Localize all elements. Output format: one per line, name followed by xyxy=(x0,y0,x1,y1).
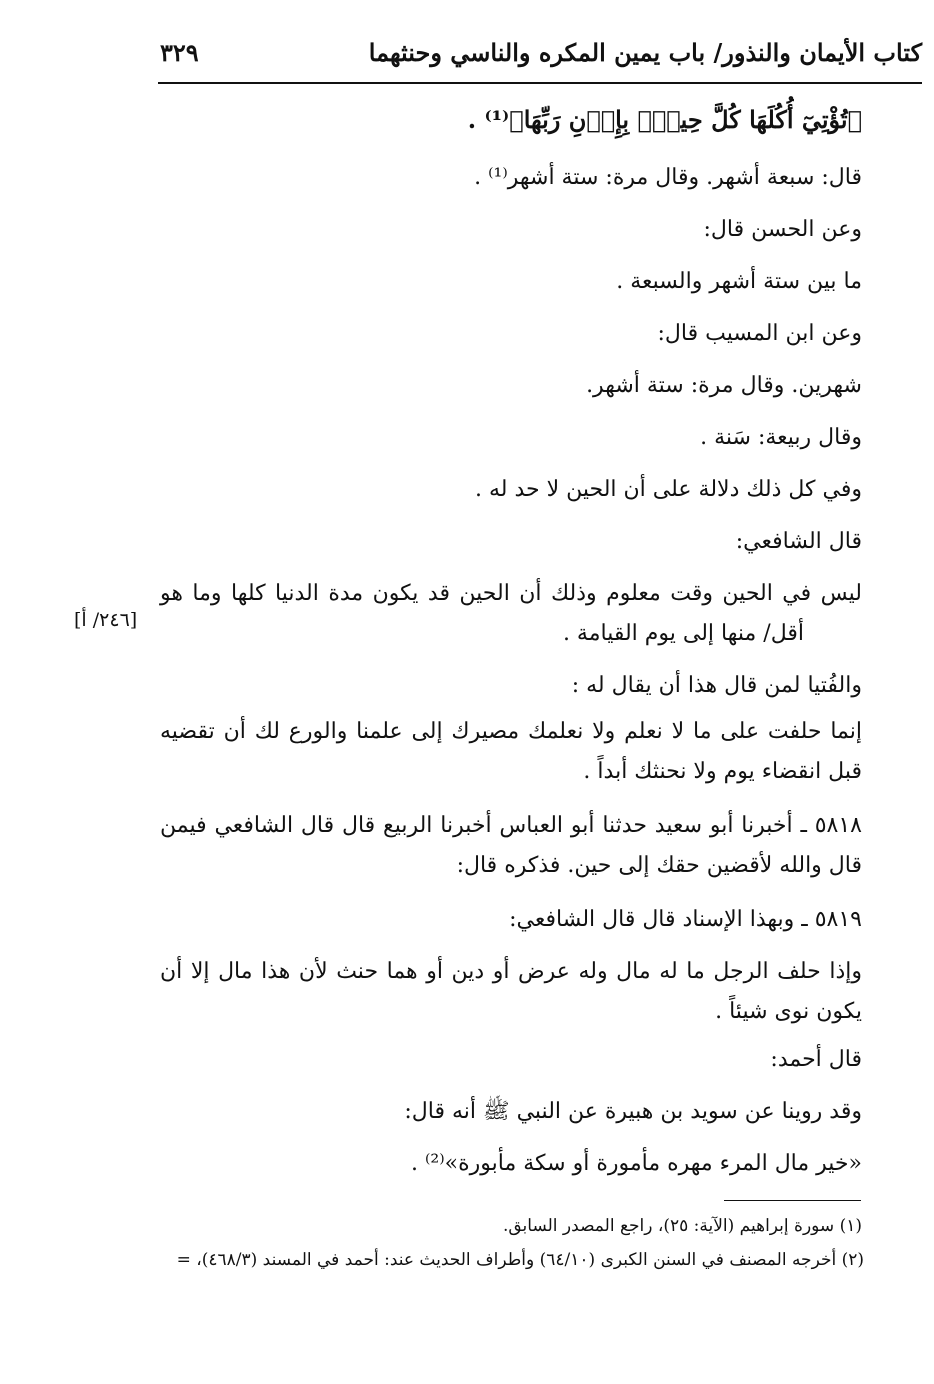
text-line: وقال ربيعة: سَنة . xyxy=(700,425,862,450)
footnote-1: (١) سورة إبراهيم (الآية: ٢٥)، راجع المصدر السابق. xyxy=(502,1216,862,1236)
text-line: قال الشافعي: xyxy=(735,529,862,554)
text-line: قال أحمد: xyxy=(770,1047,862,1072)
text-line: قبل انقضاء يوم ولا نحنثك أبداً . xyxy=(583,759,862,784)
footnote-2: (٢) أخرجه المصنف في السنن الكبرى (٦٤/١٠) وأطراف الحديث عند: أحمد في المسند (٤٦٨/٣)، = xyxy=(176,1250,864,1270)
text-line: ليس في الحين وقت معلوم وذلك أن الحين قد يكون مدة الدنيا كلها وما هو xyxy=(160,581,862,606)
text-line: والفُتيا لمن قال هذا أن يقال له : xyxy=(571,673,862,698)
hadith-5818-line: ٥٨١٨ ـ أخبرنا أبو سعيد حدثنا أبو العباس أخبرنا الربيع قال قال الشافعي فيمن xyxy=(160,813,862,838)
header-rule xyxy=(158,82,922,84)
text-line: أقل/ منها إلى يوم القيامة . xyxy=(562,621,804,646)
page-number: ٣٢٩ xyxy=(160,38,199,67)
main-text xyxy=(160,96,862,1196)
manuscript-folio-note: [٢٤٦/ أ] xyxy=(74,609,138,631)
text-line: شهرين. وقال مرة: ستة أشهر. xyxy=(586,373,862,398)
text-line: وفي كل ذلك دلالة على أن الحين لا حد له . xyxy=(474,477,862,502)
text-line: قال: سبعة أشهر. وقال مرة: ستة أشهر⁽¹⁾ . xyxy=(474,165,862,190)
text-line: وعن ابن المسيب قال: xyxy=(657,321,862,346)
text-line: قال والله لأقضين حقك إلى حين. فذكره قال: xyxy=(456,853,862,878)
text-line: يكون نوى شيئاً . xyxy=(715,999,862,1024)
text-line: وإذا حلف الرجل ما له مال وله عرض أو دين أو هما حنث لأن هذا مال إلا أن xyxy=(160,959,862,984)
hadith-5819-line: ٥٨١٩ ـ وبهذا الإسناد قال قال الشافعي: xyxy=(509,907,862,932)
running-title: كتاب الأيمان والنذور/ باب يمين المكره والناسي وحنثهما xyxy=(368,38,922,67)
text-line: وعن الحسن قال: xyxy=(703,217,862,242)
text-line: وقد روينا عن سويد بن هبيرة عن النبي ﷺ أنه قال: xyxy=(404,1099,862,1124)
text-line: إنما حلفت على ما لا نعلم ولا نعلمك مصيرك إلى علمنا والورع لك أن تقضيه xyxy=(160,719,862,744)
footnote-rule xyxy=(724,1200,861,1201)
quran-verse-line: ﴿تُؤْتِيٓ أُكُلَهَا كُلَّ حِينِۢ بِإِذۡنِ رَبِّهَا﴾⁽¹⁾ . xyxy=(467,105,862,134)
text-line: ما بين ستة أشهر والسبعة . xyxy=(616,269,862,294)
page-header xyxy=(160,38,922,78)
text-line: «خير مال المرء مهره مأمورة أو سكة مأبورة»⁽²⁾ . xyxy=(411,1151,862,1176)
